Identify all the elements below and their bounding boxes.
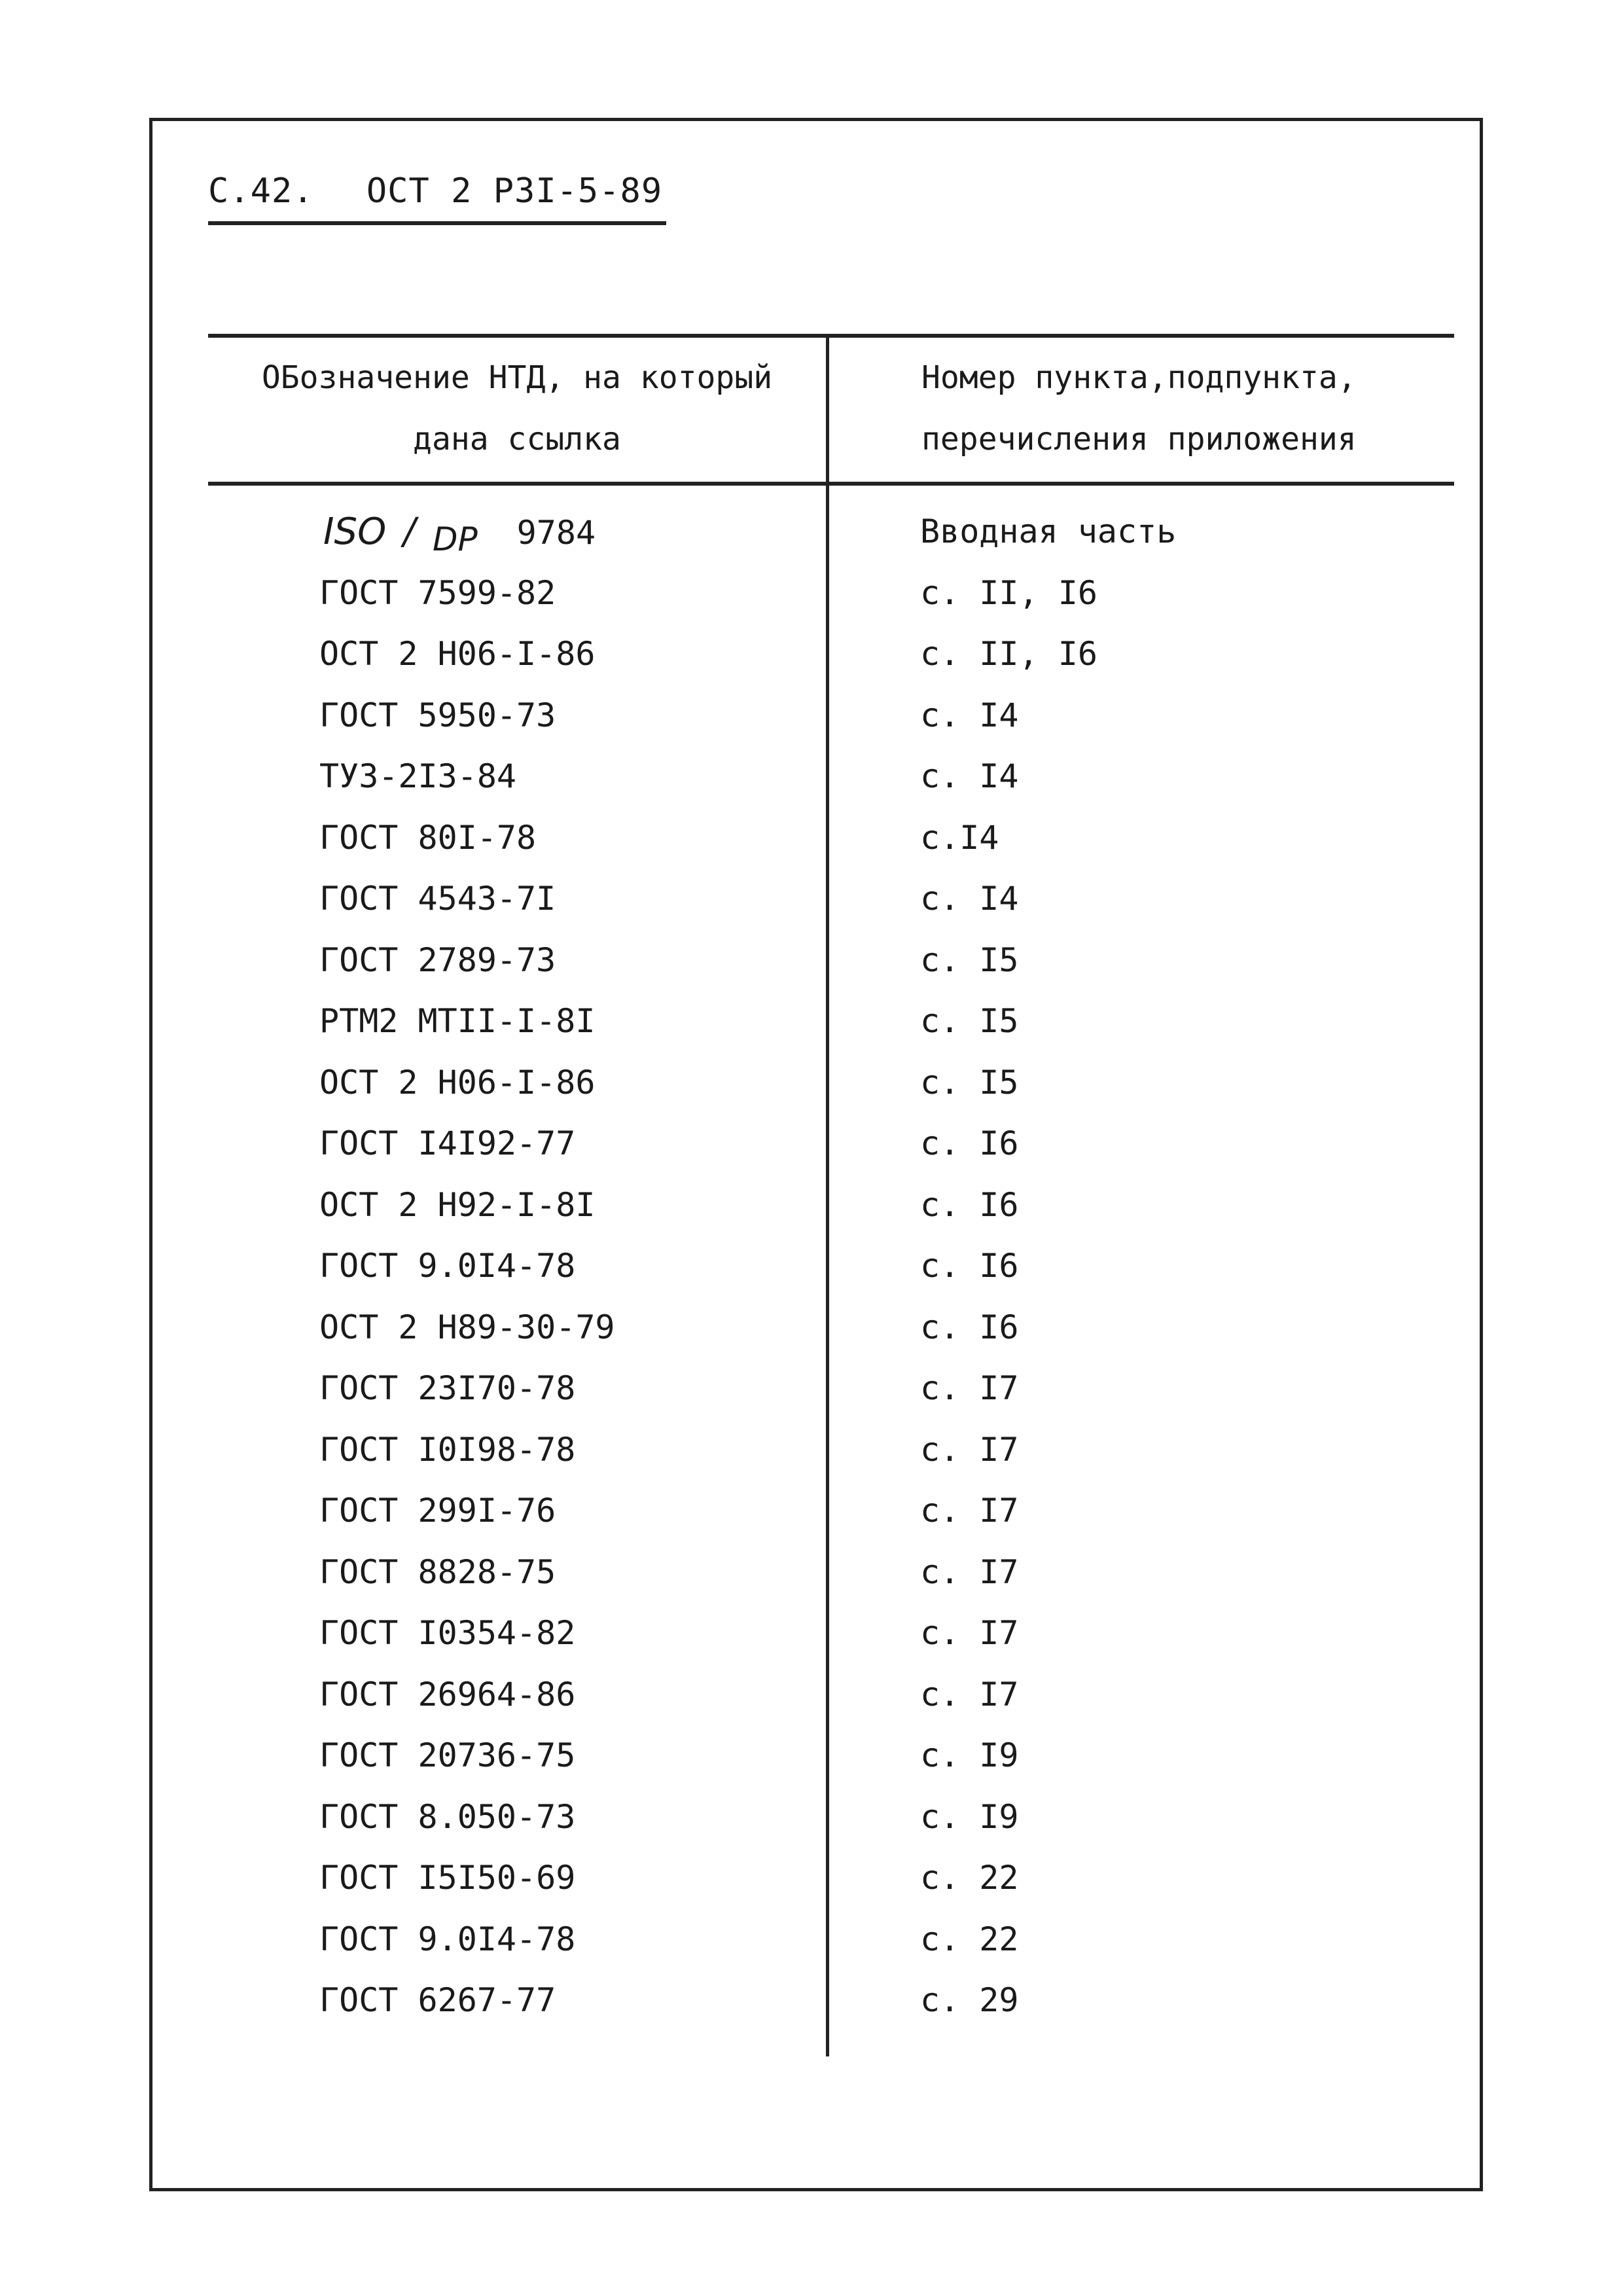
- reference-cell: с. I7: [920, 1552, 1019, 1591]
- document-cell: ГОСТ 299I-76: [319, 1492, 556, 1530]
- column-header-document-line2: дана ссылка: [413, 421, 621, 457]
- reference-cell: с. I6: [920, 1247, 1019, 1285]
- table-row: [0, 1480, 1623, 1542]
- document-cell: ОСТ 2 Н92-I-8I: [319, 1185, 596, 1224]
- reference-cell: с. I7: [920, 1369, 1019, 1407]
- reference-cell: с. 22: [920, 1859, 1019, 1897]
- document-cell: ГОСТ 9.0I4-78: [319, 1247, 576, 1285]
- table-row: [0, 808, 1623, 869]
- handwritten-dp: DP: [433, 520, 478, 558]
- document-cell: ГОСТ 4543-7I: [319, 880, 556, 918]
- handwritten-slash: /: [403, 511, 416, 553]
- document-cell: ГОСТ 26964-86: [319, 1675, 576, 1713]
- reference-cell: с. I6: [920, 1185, 1019, 1224]
- page-header: [208, 171, 662, 211]
- reference-cell: Вводная часть: [920, 512, 1177, 550]
- reference-cell: с. I7: [920, 1614, 1019, 1652]
- table-row: [0, 1236, 1623, 1297]
- reference-cell: с. I5: [920, 1002, 1019, 1040]
- table-row: [0, 624, 1623, 685]
- handwritten-iso: ISO: [323, 511, 387, 553]
- document-cell: ГОСТ 8828-75: [319, 1552, 556, 1591]
- table-row: [0, 869, 1623, 930]
- table-row: [0, 685, 1623, 747]
- reference-cell: с. I7: [920, 1492, 1019, 1530]
- table-row: [0, 991, 1623, 1052]
- table-row: [0, 1970, 1623, 2032]
- table-row: [0, 1848, 1623, 1909]
- header-underline: [208, 221, 666, 225]
- document-cell: ГОСТ 6267-77: [319, 1981, 556, 2019]
- document-cell: РТМ2 МТII-I-8I: [319, 1002, 596, 1040]
- document-cell: ГОСТ 20736-75: [319, 1736, 576, 1774]
- document-cell: ГОСТ 9.0I4-78: [319, 1920, 576, 1958]
- document-number: 9784: [516, 514, 596, 552]
- reference-cell: с. I4: [920, 880, 1019, 918]
- document-cell: ГОСТ I5I50-69: [319, 1859, 576, 1897]
- reference-cell: с.I4: [920, 818, 999, 857]
- reference-cell: с. I5: [920, 1063, 1019, 1102]
- table-row: [0, 930, 1623, 992]
- table-row: [0, 1113, 1623, 1175]
- table-row: [0, 501, 1623, 563]
- column-header-reference-line2: перечисления приложения: [921, 421, 1357, 457]
- document-cell: ГОСТ 7599-82: [319, 573, 556, 612]
- document-cell: [323, 501, 596, 564]
- page-number: С.42.: [208, 171, 314, 211]
- table-row: [0, 1052, 1623, 1114]
- table-body: [0, 501, 1623, 2032]
- table-row: [0, 1297, 1623, 1359]
- table-row: [0, 563, 1623, 624]
- reference-cell: с. I6: [920, 1308, 1019, 1346]
- reference-cell: с. II, I6: [920, 573, 1097, 612]
- table-row: [0, 1420, 1623, 1481]
- table-row: [0, 1542, 1623, 1604]
- document-cell: ГОСТ 80I-78: [319, 818, 537, 857]
- document-cell: ГОСТ 23I70-78: [319, 1369, 576, 1407]
- table-row: [0, 1664, 1623, 1726]
- table-row: [0, 746, 1623, 808]
- document-cell: ГОСТ 8.050-73: [319, 1797, 576, 1836]
- table-header-rule: [208, 482, 1454, 486]
- table-row: [0, 1603, 1623, 1664]
- document-cell: ОСТ 2 Н06-I-86: [319, 1063, 596, 1102]
- reference-cell: с. I4: [920, 696, 1019, 734]
- document-code: ОСТ 2 Р3I-5-89: [366, 171, 663, 211]
- reference-cell: с. 22: [920, 1920, 1019, 1958]
- document-cell: ГОСТ I0354-82: [319, 1614, 576, 1652]
- reference-cell: с. I9: [920, 1797, 1019, 1836]
- reference-cell: с. I6: [920, 1124, 1019, 1162]
- table-row: [0, 1175, 1623, 1236]
- table-row: [0, 1909, 1623, 1971]
- reference-cell: с. I4: [920, 757, 1019, 795]
- reference-cell: с. I7: [920, 1430, 1019, 1469]
- reference-cell: с. I9: [920, 1736, 1019, 1774]
- table-row: [0, 1358, 1623, 1420]
- table-row: [0, 1725, 1623, 1787]
- column-header-reference-line1: Номер пункта,подпункта,: [921, 359, 1357, 396]
- document-cell: ГОСТ 5950-73: [319, 696, 556, 734]
- reference-cell: с. I7: [920, 1675, 1019, 1713]
- column-header-document-line1: ОБозначение НТД, на который: [261, 359, 773, 396]
- reference-cell: с. I5: [920, 941, 1019, 979]
- reference-cell: с. 29: [920, 1981, 1019, 2019]
- document-cell: ГОСТ I0I98-78: [319, 1430, 576, 1469]
- document-cell: ГОСТ I4I92-77: [319, 1124, 576, 1162]
- document-cell: ОСТ 2 Н06-I-86: [319, 635, 596, 673]
- column-header-document: [208, 347, 826, 470]
- reference-cell: с. II, I6: [920, 635, 1097, 673]
- table-top-rule: [208, 334, 1454, 338]
- table-row: [0, 1787, 1623, 1848]
- column-header-reference: [921, 347, 1357, 470]
- document-cell: ГОСТ 2789-73: [319, 941, 556, 979]
- document-cell: ТУ3-2I3-84: [319, 757, 517, 795]
- document-cell: ОСТ 2 Н89-30-79: [319, 1308, 615, 1346]
